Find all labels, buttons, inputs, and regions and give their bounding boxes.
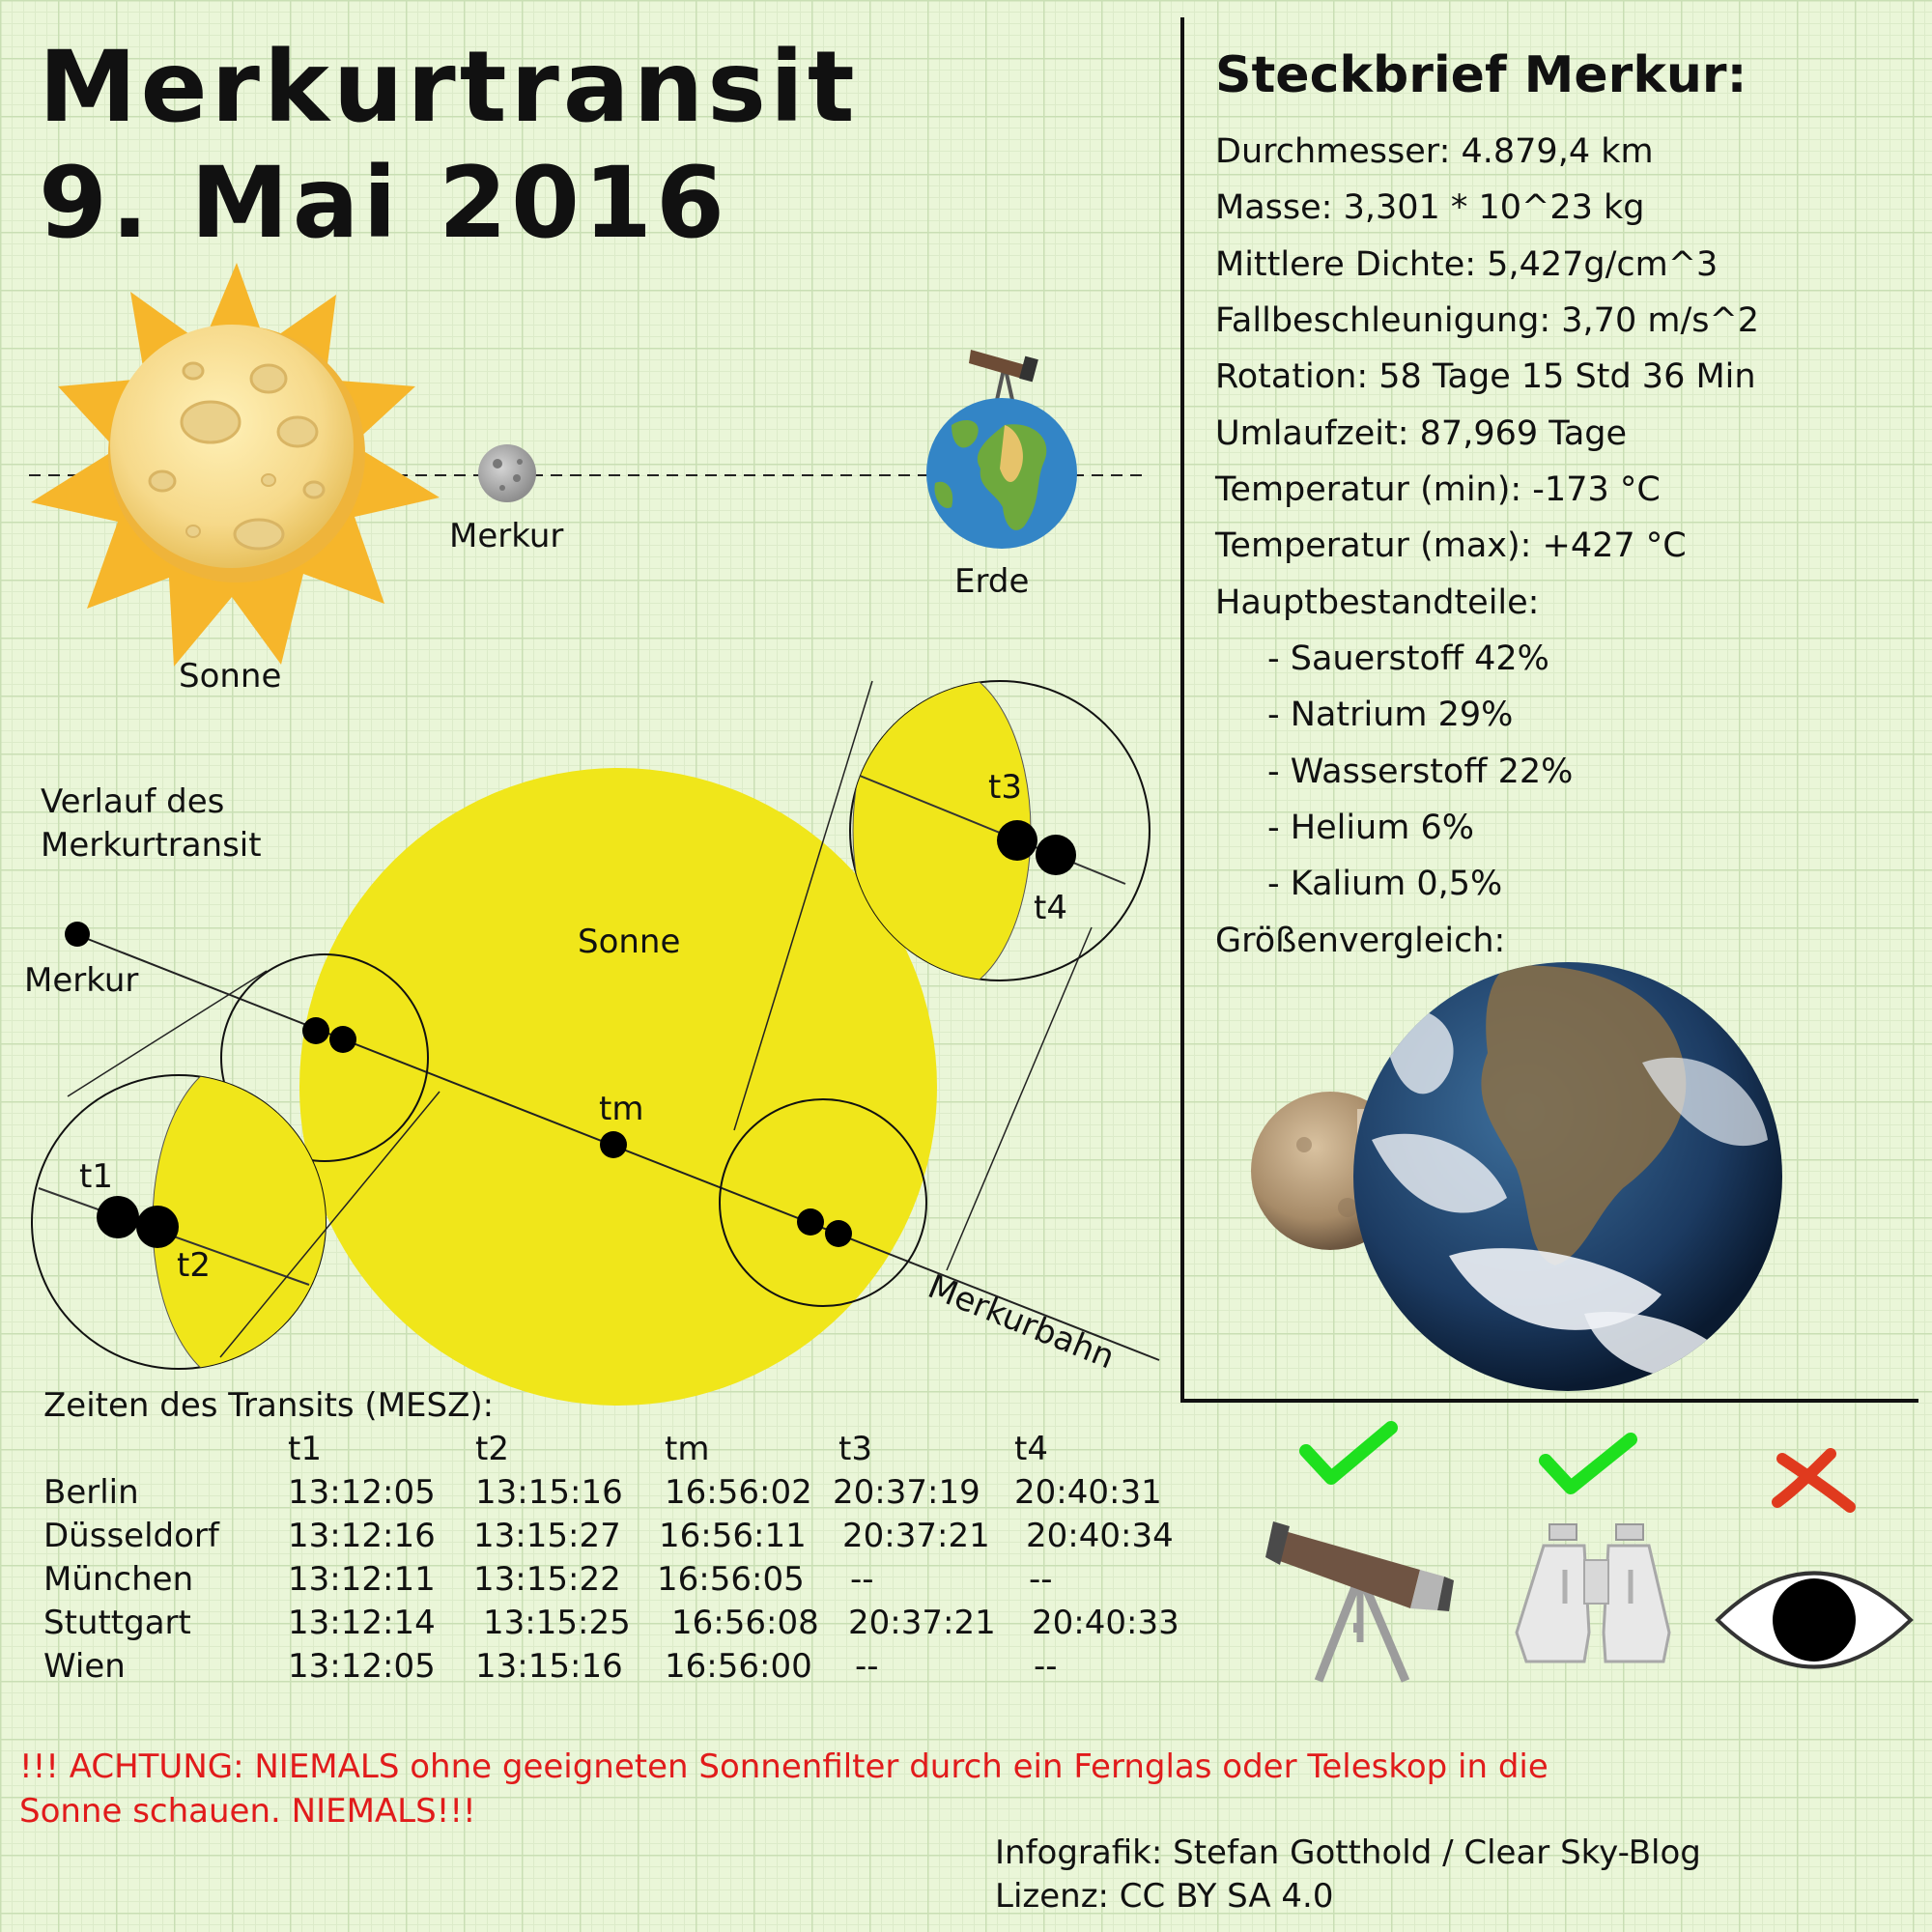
time-cell: 16:56:05 (657, 1560, 805, 1599)
city-muenchen: München (43, 1560, 194, 1599)
steckbrief-line: Fallbeschleunigung: 3,70 m/s^2 (1215, 301, 1760, 340)
component-item: - Natrium 29% (1267, 696, 1514, 734)
dot-t4 (1036, 835, 1076, 875)
column-header-t2: t2 (475, 1430, 509, 1468)
mercury-path-label: Merkurbahn (923, 1267, 1121, 1378)
component-item: - Wasserstoff 22% (1267, 753, 1574, 791)
time-cell: 16:56:11 (659, 1517, 807, 1555)
transit-sun-label: Sonne (578, 923, 681, 961)
city-stuttgart: Stuttgart (43, 1604, 191, 1642)
transit-sun (299, 768, 937, 1406)
check-icon-telescope (1306, 1428, 1391, 1478)
warning-line-2: Sonne schauen. NIEMALS!!! (19, 1792, 476, 1831)
earth-large-image (1353, 962, 1782, 1391)
credit-author: Infografik: Stefan Gotthold / Clear Sky-Blog (995, 1833, 1701, 1872)
column-header-tm: tm (665, 1430, 710, 1468)
time-cell: 20:40:33 (1032, 1604, 1179, 1642)
transit-mercury-label: Merkur (24, 961, 139, 1000)
check-icon-binoculars (1546, 1439, 1631, 1488)
top-sun-label: Sonne (179, 657, 282, 696)
point-label-t3: t3 (988, 768, 1022, 807)
column-header-t3: t3 (838, 1430, 872, 1468)
cross-icon-eye (1777, 1454, 1850, 1507)
dot-egress-1 (797, 1208, 824, 1236)
time-cell: 13:12:16 (288, 1517, 436, 1555)
component-item: - Helium 6% (1267, 809, 1474, 847)
dot-ingress-1 (302, 1017, 329, 1044)
title-line-1: Merkurtransit (39, 30, 859, 145)
eye-icon (1718, 1574, 1911, 1667)
time-cell: 13:15:25 (483, 1604, 631, 1642)
time-cell: -- (855, 1647, 879, 1686)
time-cell: -- (1034, 1647, 1058, 1686)
time-cell: 13:15:22 (473, 1560, 621, 1599)
times-title: Zeiten des Transits (MESZ): (43, 1386, 495, 1425)
steckbrief-line: Hauptbestandteile: (1215, 583, 1540, 622)
time-cell: 20:37:19 (833, 1473, 980, 1512)
city-berlin: Berlin (43, 1473, 139, 1512)
steckbrief-title: Steckbrief Merkur: (1215, 46, 1747, 104)
comparison-label: Größenvergleich: (1215, 922, 1506, 960)
point-label-t1: t1 (79, 1157, 113, 1196)
cartoon-sun-icon (31, 263, 440, 667)
binoculars-icon (1517, 1524, 1669, 1662)
telescope-icon (1265, 1521, 1454, 1681)
point-label-t4: t4 (1034, 889, 1067, 927)
mercury-start-dot (65, 922, 90, 947)
city-duesseldorf: Düsseldorf (43, 1517, 219, 1555)
transit-caption-line-2: Merkurtransit (41, 826, 262, 865)
column-header-t1: t1 (288, 1430, 322, 1468)
steckbrief-line: Umlaufzeit: 87,969 Tage (1215, 414, 1628, 453)
time-cell: 16:56:08 (671, 1604, 819, 1642)
time-cell: 13:15:27 (473, 1517, 621, 1555)
point-label-tm: tm (599, 1090, 644, 1128)
time-cell: 16:56:02 (665, 1473, 812, 1512)
time-cell: 13:15:16 (475, 1647, 623, 1686)
top-earth-label: Erde (954, 562, 1030, 601)
time-cell: 13:12:11 (288, 1560, 436, 1599)
time-cell: 16:56:00 (665, 1647, 812, 1686)
time-cell: 20:37:21 (842, 1517, 990, 1555)
time-cell: 13:12:05 (288, 1473, 436, 1512)
time-cell: 13:12:05 (288, 1647, 436, 1686)
safety-warning (19, 1745, 1913, 1833)
time-cell: 13:15:16 (475, 1473, 623, 1512)
dot-t1 (97, 1196, 139, 1238)
steckbrief-line: Masse: 3,301 * 10^23 kg (1215, 188, 1645, 227)
time-cell: 20:40:31 (1014, 1473, 1162, 1512)
mercury-small-icon (478, 444, 536, 502)
earth-icon (926, 398, 1077, 549)
component-item: - Sauerstoff 42% (1267, 639, 1549, 678)
steckbrief-line: Temperatur (max): +427 °C (1215, 526, 1687, 565)
dot-t3 (997, 820, 1037, 861)
dot-ingress-2 (329, 1026, 356, 1053)
warning-line-1: !!! ACHTUNG: NIEMALS ohne geeigneten Sonnenfilter durch ein Fernglas oder Teleskop in die (19, 1747, 1548, 1786)
credit-license: Lizenz: CC BY SA 4.0 (995, 1877, 1334, 1916)
transit-caption-line-1: Verlauf des (41, 782, 225, 821)
component-item: - Kalium 0,5% (1267, 865, 1503, 903)
steckbrief-line: Temperatur (min): -173 °C (1215, 470, 1661, 509)
steckbrief-line: Mittlere Dichte: 5,427g/cm^3 (1215, 245, 1719, 284)
dot-tm (600, 1131, 627, 1158)
point-label-t2: t2 (177, 1246, 211, 1285)
dot-t2 (136, 1206, 179, 1248)
column-header-t4: t4 (1014, 1430, 1048, 1468)
time-cell: 20:37:21 (848, 1604, 996, 1642)
steckbrief-line: Rotation: 58 Tage 15 Std 36 Min (1215, 357, 1756, 396)
time-cell: 13:12:14 (288, 1604, 436, 1642)
city-wien: Wien (43, 1647, 126, 1686)
title-line-2: 9. Mai 2016 (39, 146, 728, 261)
dot-egress-2 (825, 1220, 852, 1247)
steckbrief-line: Durchmesser: 4.879,4 km (1215, 132, 1654, 171)
time-cell: -- (850, 1560, 874, 1599)
time-cell: 20:40:34 (1026, 1517, 1174, 1555)
top-mercury-label: Merkur (449, 517, 564, 555)
time-cell: -- (1029, 1560, 1053, 1599)
